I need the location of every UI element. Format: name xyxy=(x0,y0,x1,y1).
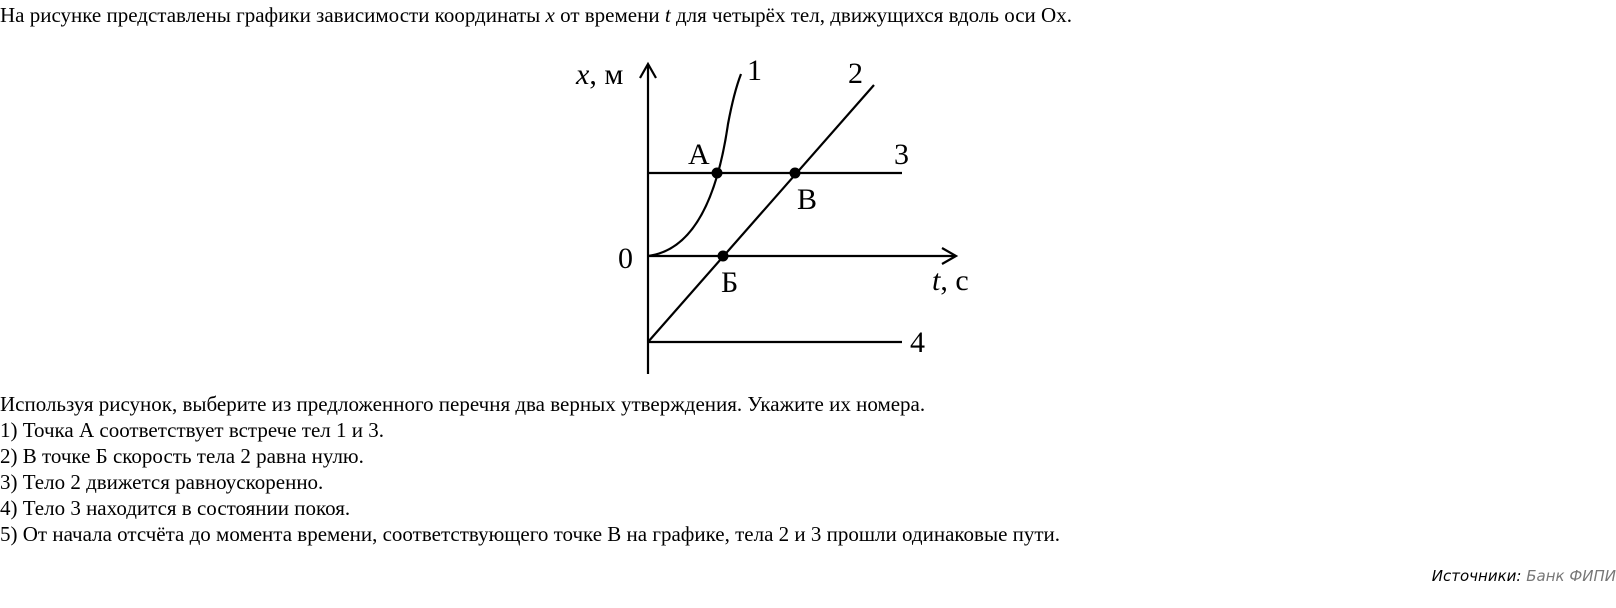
intro-text-middle: от времени xyxy=(554,3,665,27)
source-link[interactable]: Банк ФИПИ xyxy=(1526,567,1616,585)
x-t-graph xyxy=(560,52,1020,392)
intro-text-start: На рисунке представлены графики зависимости координаты xyxy=(0,3,546,27)
answer-option-5: 5) От начала отсчёта до момента времени, соответствующего точке В на графике, тела 2 и 3 прошли одинаковые пути. xyxy=(0,522,1061,546)
line-4-label: 4 xyxy=(910,326,925,359)
intro-t-variable: t xyxy=(664,3,671,27)
t-axis-unit: , с xyxy=(940,264,969,297)
answer-option-4: 4) Тело 3 находится в состоянии покоя. xyxy=(0,496,351,520)
answer-option-2: 2) В точке Б скорость тела 2 равна нулю. xyxy=(0,444,364,468)
point-v-marker xyxy=(790,168,801,179)
t-axis-variable: t xyxy=(932,264,941,297)
intro-text-end: для четырёх тел, движущихся вдоль оси Ох. xyxy=(670,3,1072,27)
graph-line-2 xyxy=(648,85,874,342)
source-attribution xyxy=(1432,567,1616,585)
intro-x-variable: x xyxy=(545,3,555,27)
question-prompt: Используя рисунок, выберите из предложенного перечня два верных утверждения. Укажите их номера. xyxy=(0,392,926,416)
point-a-label: А xyxy=(688,138,710,171)
question-block xyxy=(0,391,1060,547)
problem-intro xyxy=(0,2,1072,28)
answer-option-1: 1) Точка А соответствует встрече тел 1 и 3. xyxy=(0,418,385,442)
x-axis-label xyxy=(575,58,623,91)
origin-label: 0 xyxy=(618,242,633,275)
point-a-marker xyxy=(712,168,723,179)
x-t-graph-figure xyxy=(560,52,1020,392)
source-label: Источники: xyxy=(1431,567,1522,585)
point-b-label: Б xyxy=(721,266,739,299)
point-b-marker xyxy=(718,251,729,262)
x-axis-variable: x xyxy=(576,58,590,91)
t-axis-label xyxy=(932,264,969,297)
line-3-label: 3 xyxy=(894,138,909,171)
line-1-label: 1 xyxy=(747,54,762,87)
answer-option-3: 3) Тело 2 движется равноускоренно. xyxy=(0,470,324,494)
point-v-label: В xyxy=(797,183,818,216)
line-2-label: 2 xyxy=(848,57,863,90)
x-axis-unit: , м xyxy=(589,58,624,91)
